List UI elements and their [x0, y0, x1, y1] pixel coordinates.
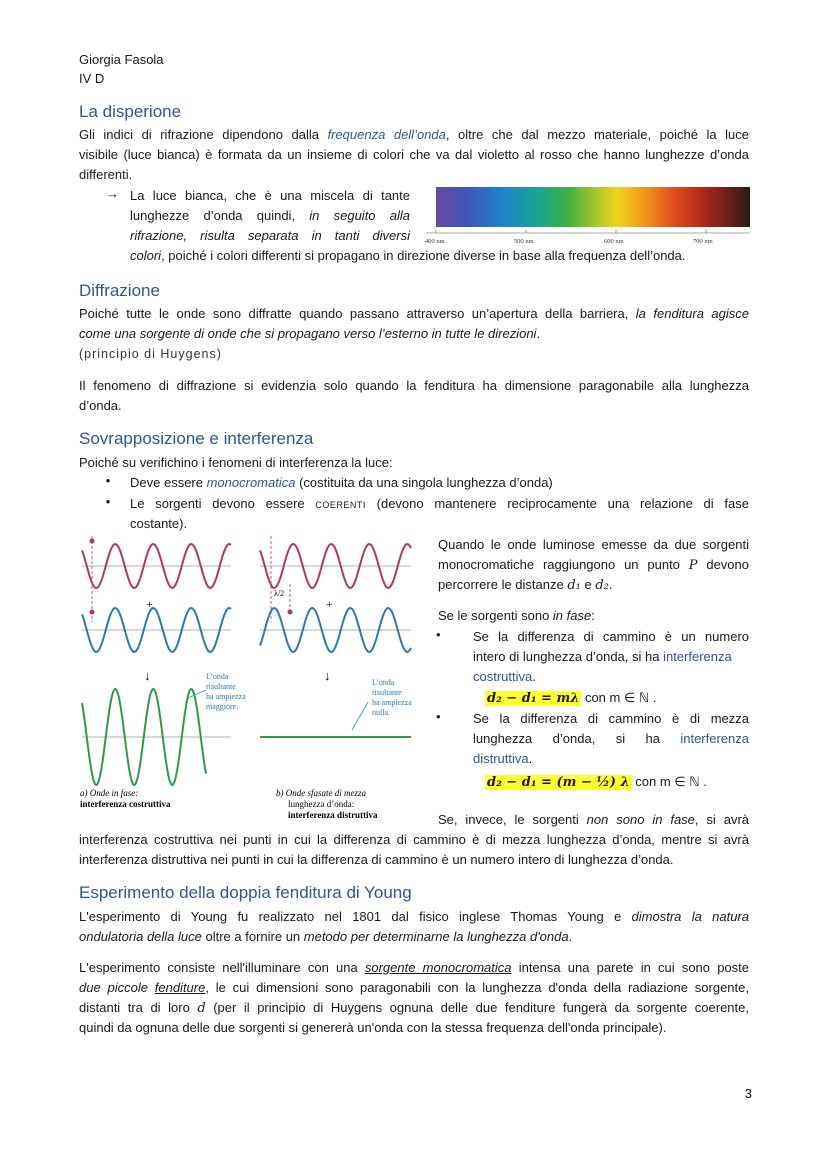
- bullet-dot: •: [105, 494, 111, 509]
- spectrum-tick-400: 400 nm: [425, 238, 445, 245]
- dispersione-line-3: differenti.: [79, 167, 133, 182]
- interferenza-out-of-phase-line-2: interferenza costruttiva nei punti in cui la differenza di cammino è di mezza lunghezza d’onda, mentre si avrà: [79, 832, 749, 847]
- constructive-line-1: Se la differenza di cammino è un numero: [473, 629, 749, 644]
- down-arrow: ↓: [324, 668, 331, 683]
- formula-destructive: d₂ − d₁ = (m − ½) λ con m ∈ ℕ .: [487, 774, 707, 790]
- annotation-a: ha ampiezza: [206, 692, 246, 701]
- panel-b-destructive: [260, 536, 412, 820]
- dispersione-bullet-line-1: La luce bianca, che è una miscela di tante: [130, 188, 410, 203]
- formula-constructive: d₂ − d₁ = mλ con m ∈ ℕ .: [487, 690, 657, 706]
- diffrazione-line-2: come una sorgente di onde che si propagano verso l’esterno in tutte le direzioni.: [79, 326, 541, 341]
- interferenza-bullet-2: Le sorgenti devono essere COERENTI (devono mantenere reciprocamente una relazione di fase: [130, 496, 749, 511]
- lambda-half-label: λ/2: [274, 589, 285, 598]
- interferenza-right-line-3: percorrere le distanze d₁ e d₂.: [438, 577, 613, 593]
- annotation-a: L’onda: [206, 672, 229, 681]
- caption-a-line-1: a) Onde in fase:: [80, 788, 139, 798]
- annotation-a: maggiore.: [206, 702, 239, 711]
- interferenza-intro: Poiché su verifichino i fenomeni di interferenza la luce:: [79, 455, 393, 470]
- spectrum-bar: [436, 187, 750, 227]
- diffrazione-line-4: Il fenomeno di diffrazione si evidenzia solo quando la fenditura ha dimensione paragonabile alla lunghezza: [79, 378, 749, 393]
- annotation-b: L’onda: [372, 678, 395, 687]
- plus-sign: +: [326, 597, 333, 611]
- section-title-diffrazione: Diffrazione: [79, 281, 160, 300]
- section-title-young: Esperimento della doppia fenditura di Young: [79, 883, 412, 902]
- spectrum-tick-600: 600 nm: [604, 238, 624, 245]
- author-name: Giorgia Fasola: [79, 52, 164, 67]
- panel-a-constructive: [80, 536, 246, 809]
- young-line-3: L'esperimento consiste nell'illuminare con una sorgente monocromatica intensa una parete in cui sono poste: [79, 960, 750, 975]
- destructive-line-2: lunghezza d’onda, si ha interferenza: [473, 731, 749, 746]
- interferenza-bullet-1: Deve essere monocromatica (costituita da una singola lunghezza d’onda): [130, 475, 553, 490]
- constructive-line-2: intero di lunghezza d’onda, si ha interferenza: [473, 649, 732, 664]
- interferenza-out-of-phase-line-3: interferenza distruttiva nei punti in cui la differenza di cammino è un numero intero di lunghezza d’onda.: [79, 852, 674, 867]
- bullet-dot: •: [436, 709, 441, 724]
- diffrazione-line-5: d’onda.: [79, 398, 122, 413]
- spectrum-tick-500: 500 nm: [514, 238, 534, 245]
- section-title-interferenza: Sovrapposizione e interferenza: [79, 429, 314, 448]
- bullet-dot: •: [436, 627, 441, 642]
- interferenza-right-line-1: Quando le onde luminose emesse da due sorgenti: [438, 537, 749, 552]
- dispersione-bullet-line-3: rifrazione, risulta separata in tanti diversi: [130, 228, 410, 243]
- interferenza-bullet-2-cont: costante).: [130, 516, 188, 531]
- young-line-4: due piccole fenditure, le cui dimensioni sono paragonabili con la lunghezza d'onda della radiazione sorgente,: [79, 980, 749, 995]
- young-line-2: ondulatoria della luce oltre a fornire un metodo per determinarne la lunghezza d'onda.: [79, 929, 573, 944]
- page-number: 3: [744, 1086, 752, 1101]
- destructive-line-3: distruttiva.: [473, 751, 533, 766]
- down-arrow: ↓: [144, 668, 151, 683]
- caption-b-line-2: lunghezza d’onda:: [288, 799, 355, 809]
- dispersione-bullet-line-4: colori, poiché i colori differenti si propagano in direzione diverse in base alla frequenza dell’onda.: [130, 248, 686, 263]
- young-line-6: quindi da ognuna delle due sorgenti si genererà un'onda con la stessa frequenza dell'onda principale).: [79, 1020, 667, 1035]
- dispersione-line-2: visibile (luce bianca) è formata da un insieme di colori che va dal violetto al rosso che hanno lunghezze d’onda: [79, 147, 749, 162]
- annotation-b: nulla.: [372, 708, 390, 717]
- caption-b-line-1: b) Onde sfasate di mezza: [276, 788, 366, 798]
- constructive-line-3: costruttiva.: [473, 669, 536, 684]
- plus-sign: +: [146, 597, 153, 611]
- class-label: IV D: [79, 71, 105, 86]
- bullet-dot: •: [105, 473, 111, 488]
- interferenza-out-of-phase-line-1: Se, invece, le sorgenti non sono in fase, si avrà: [438, 812, 750, 827]
- caption-a-line-2: interferenza costruttiva: [80, 799, 171, 809]
- huygens-note: (principio di Huygens): [79, 347, 222, 361]
- arrow-bullet: →: [106, 186, 119, 201]
- in-fase-intro: Se le sorgenti sono in fase:: [438, 608, 595, 623]
- interference-figure: [76, 532, 432, 832]
- annotation-a: risultante: [206, 682, 236, 691]
- annotation-b: ha ampiezza: [372, 698, 412, 707]
- dispersione-line-1: Gli indici di rifrazione dipendono dalla frequenza dell’onda, oltre che dal mezzo materiale, poiché la luce: [79, 127, 749, 142]
- dispersione-bullet-line-2: lunghezze d’onda quindi, in seguito alla: [130, 208, 410, 223]
- young-line-5: distanti tra di loro d (per il principio di Huygens ognuna delle due fenditure fungerà da sorgente coerente,: [79, 1000, 749, 1016]
- spectrum-tick-700: 700 nm: [693, 238, 713, 245]
- destructive-line-1: Se la differenza di cammino è di mezza: [473, 711, 749, 726]
- visible-spectrum-image: [422, 185, 752, 247]
- diffrazione-line-1: Poiché tutte le onde sono diffratte quando passano attraverso un’apertura della barriera, la fenditura agisce: [79, 306, 749, 321]
- interferenza-right-line-2: monocromatiche raggiungono un punto P devono: [438, 557, 749, 573]
- caption-b-line-3: interferenza distruttiva: [288, 810, 378, 820]
- young-line-1: L'esperimento di Young fu realizzato nel 1801 dal fisico inglese Thomas Young e dimostra la natura: [79, 909, 749, 924]
- annotation-b: risultante: [372, 688, 402, 697]
- section-title-dispersione: La disperione: [79, 102, 182, 121]
